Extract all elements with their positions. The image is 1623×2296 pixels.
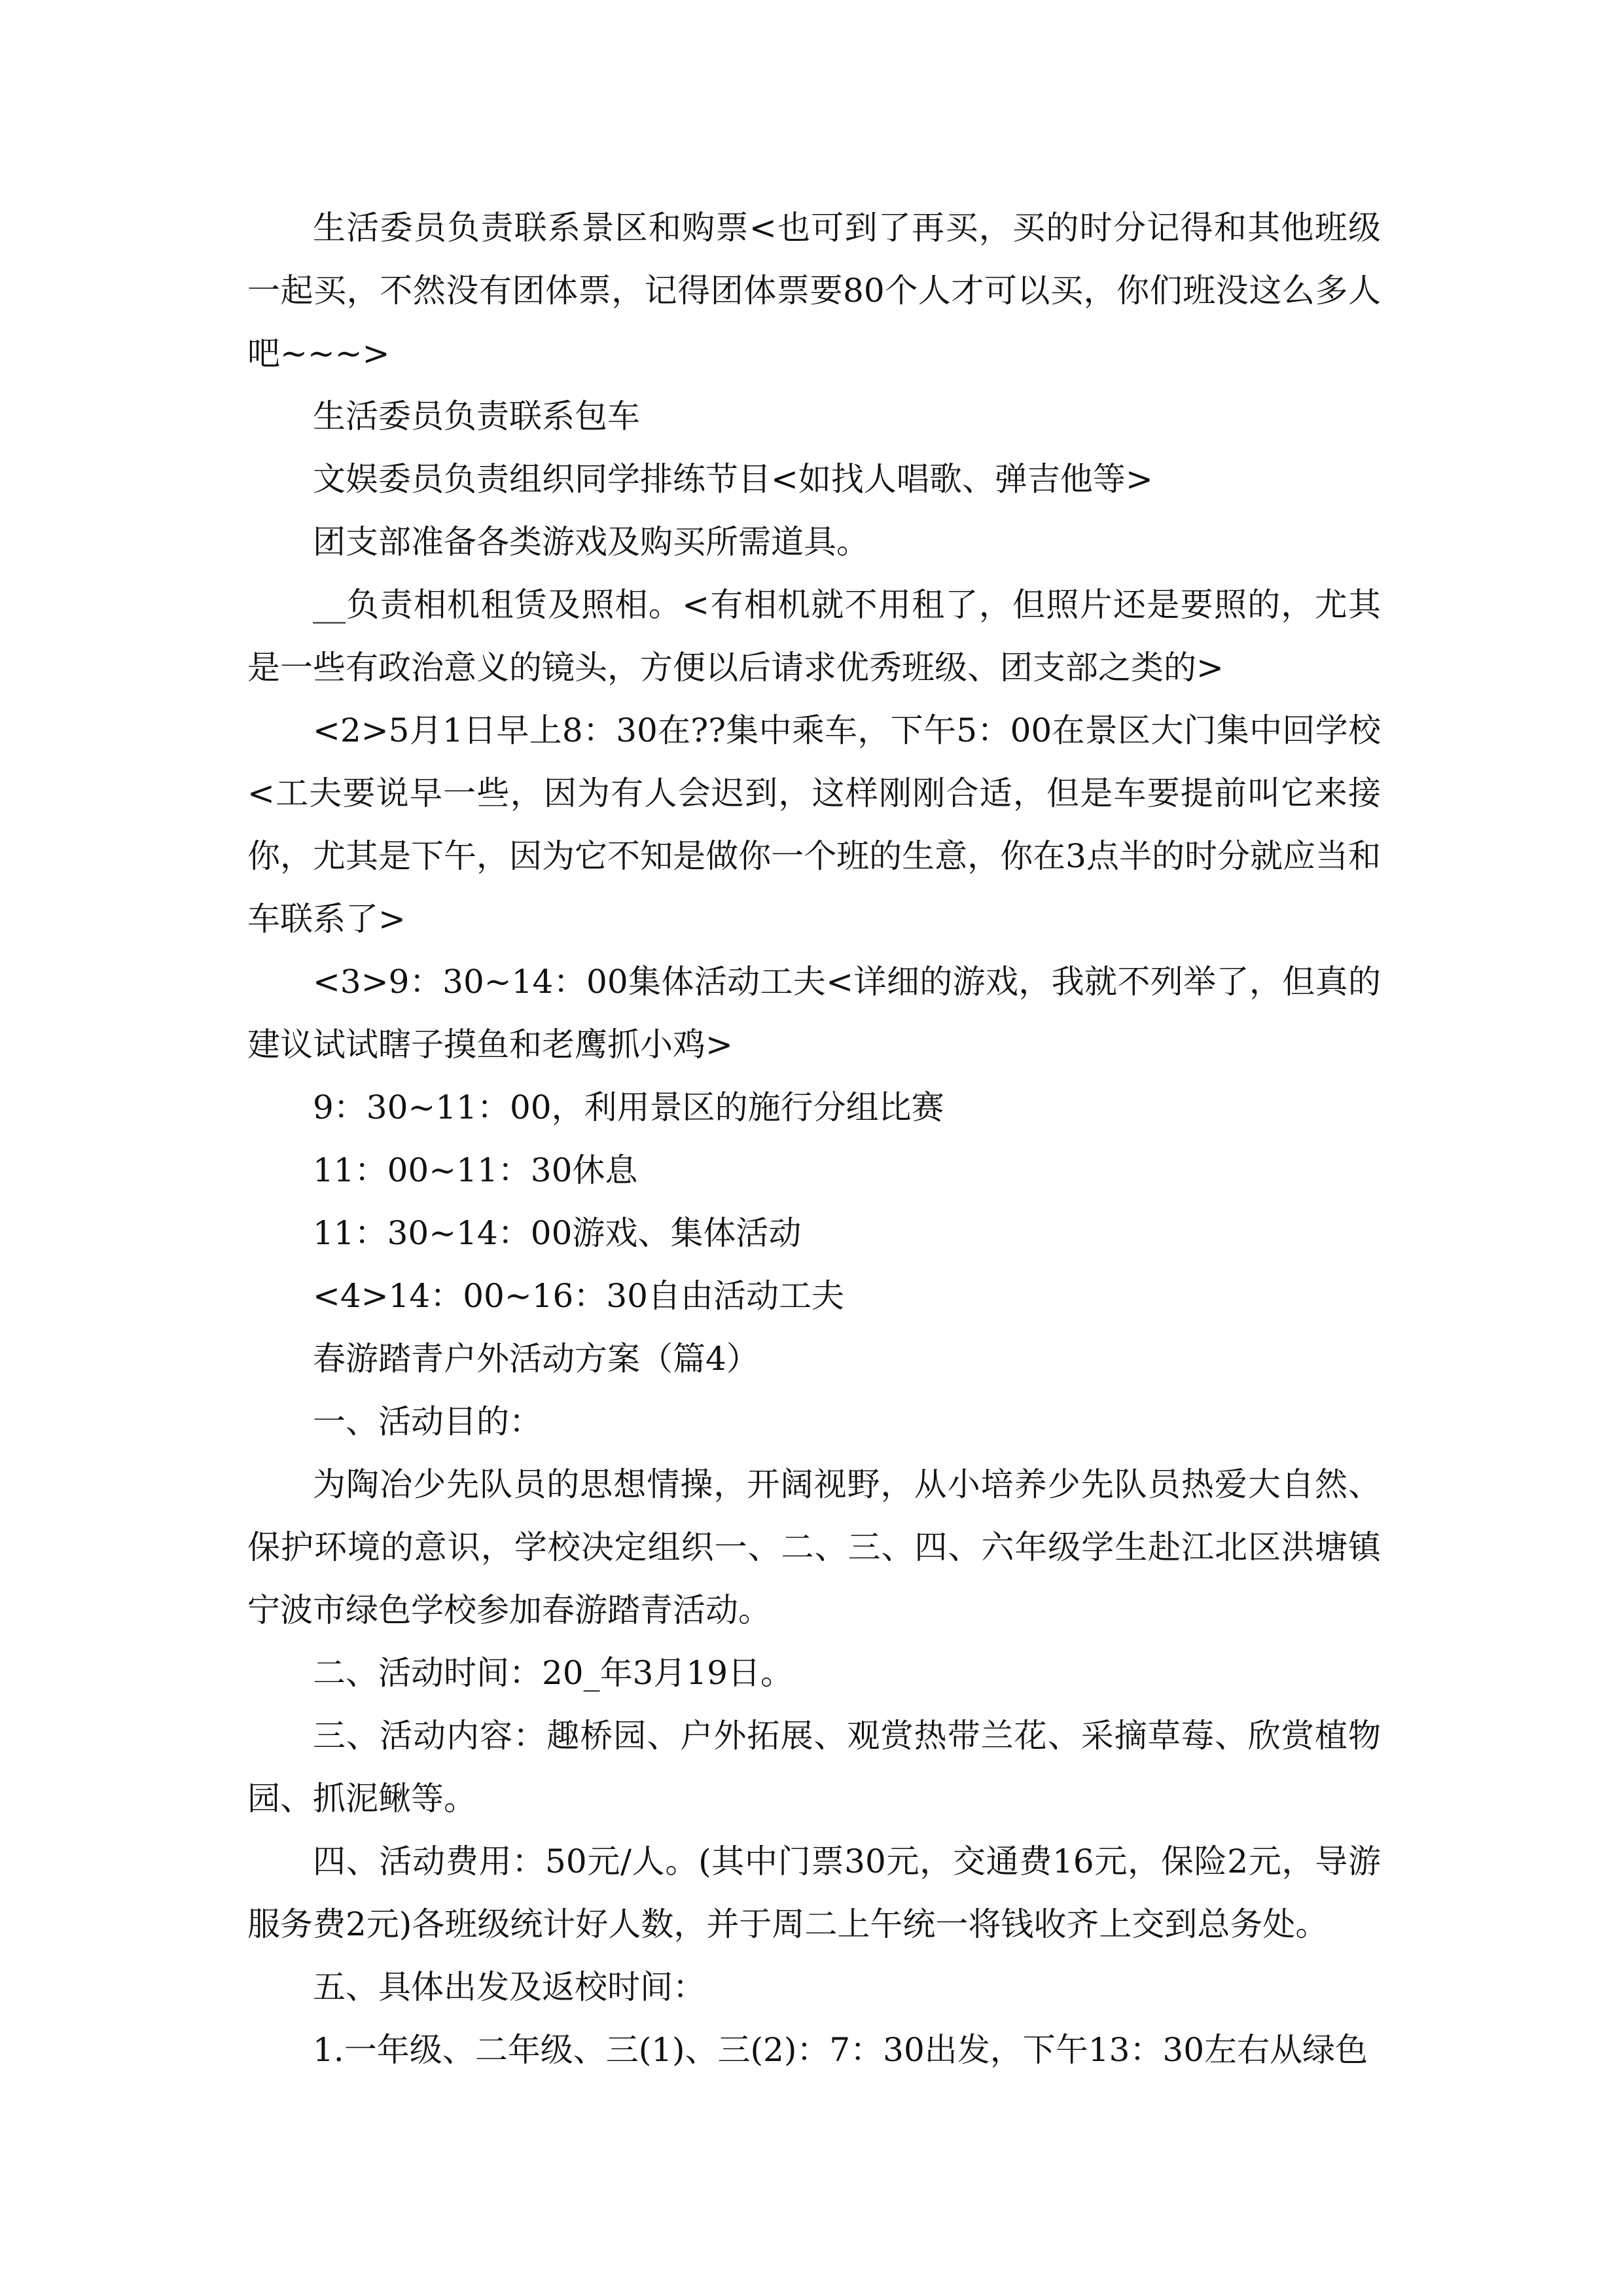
paragraph-life-committee-tickets: 生活委员负责联系景区和购票<也可到了再买，买的时分记得和其他班级一起买，不然没有团体票，记得团体票要80个人才可以买，你们班没这么多人吧~~~> — [247, 209, 1381, 372]
paragraph-schedule-2: <2>5月1日早上8：30在??集中乘车，下午5：00在景区大门集中回学校<工夫要说早一些，因为有人会迟到，这样刚刚合适，但是车要提前叫它来接你，尤其是下午，因为它不知是做你一个班的生意，你在3点半的时分就应当和车联系了> — [247, 711, 1381, 938]
paragraph-life-committee-bus: 生活委员负责联系包车 — [313, 397, 640, 435]
paragraph-entertainment-committee: 文娱委员负责组织同学排练节目<如找人唱歌、弹吉他等> — [313, 460, 1153, 498]
paragraph-activity-time: 二、活动时间：20_年3月19日。 — [313, 1654, 794, 1692]
paragraph-activity-fees: 四、活动费用：50元/人。(其中门票30元，交通费16元，保险2元，导游服务费2元)各班级统计好人数，并于周二上午统一将钱收齐上交到总务处。 — [247, 1842, 1381, 1943]
paragraph-league-branch-games: 团支部准备各类游戏及购买所需道具。 — [313, 523, 869, 561]
paragraph-schedule-3: <3>9：30~14：00集体活动工夫<详细的游戏，我就不列举了，但真的建议试试瞎子摸鱼和老鹰抓小鸡> — [247, 963, 1381, 1064]
paragraph-activity-content: 三、活动内容：趣桥园、户外拓展、观赏热带兰花、采摘草莓、欣赏植物园、抓泥鳅等。 — [247, 1717, 1381, 1818]
section-heading-plan-4: 春游踏青户外活动方案（篇4） — [313, 1340, 759, 1378]
paragraph-activity-purpose: 为陶冶少先队员的思想情操，开阔视野，从小培养少先队员热爱大自然、保护环境的意识，学校决定组织一、二、三、四、六年级学生赴江北区洪塘镇宁波市绿色学校参加春游踏青活动。 — [247, 1465, 1381, 1629]
document-body — [247, 196, 1381, 2081]
paragraph-time-1100-1130: 11：00~11：30休息 — [313, 1151, 638, 1189]
paragraph-departure-grades: 1.一年级、二年级、三(1)、三(2)：7：30出发，下午13：30左右从绿色 — [313, 2031, 1368, 2069]
paragraph-time-0930-1100: 9：30~11：00，利用景区的施行分组比赛 — [313, 1088, 944, 1126]
paragraph-time-1130-1400: 11：30~14：00游戏、集体活动 — [313, 1214, 802, 1252]
heading-departure-return-time: 五、具体出发及返校时间： — [313, 1968, 705, 2006]
paragraph-schedule-4: <4>14：00~16：30自由活动工夫 — [313, 1277, 844, 1315]
heading-activity-purpose: 一、活动目的： — [313, 1403, 542, 1441]
paragraph-camera-photos: __负责相机租赁及照相。<有相机就不用租了，但照片还是要照的，尤其是一些有政治意义的镜头，方便以后请求优秀班级、团支部之类的> — [247, 586, 1381, 687]
